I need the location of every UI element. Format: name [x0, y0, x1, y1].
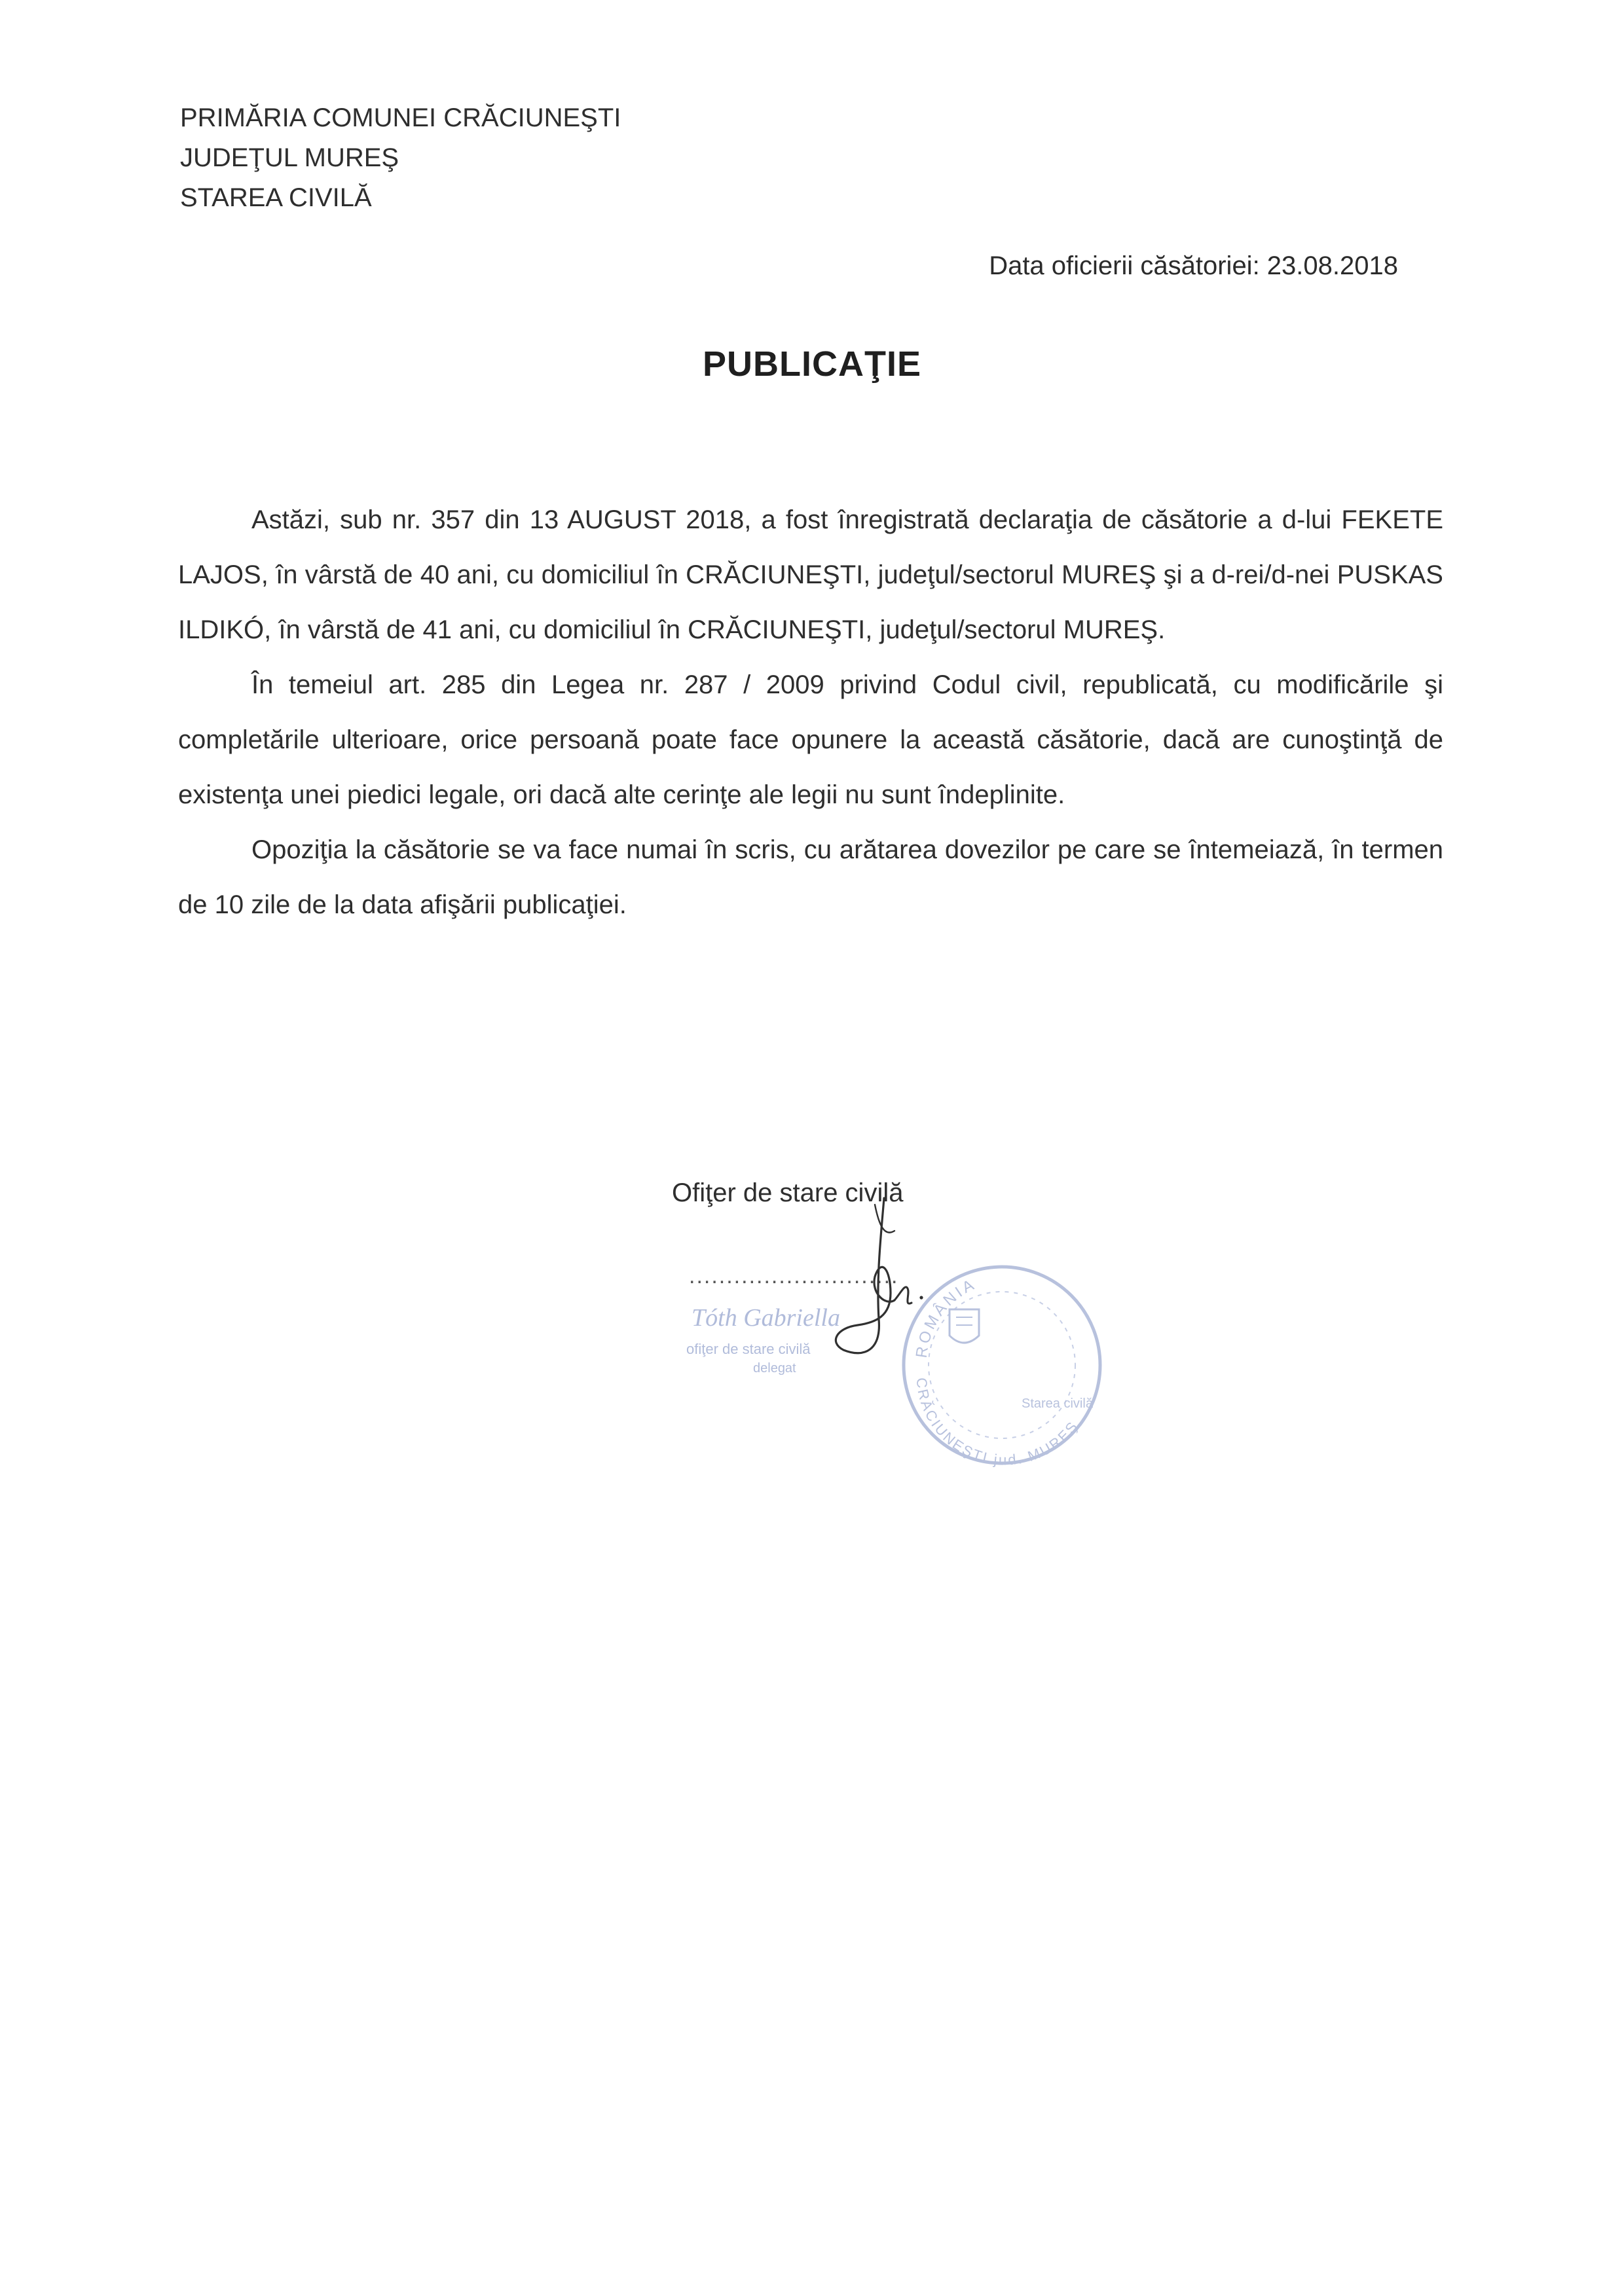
- signature-block: [668, 1178, 1126, 1493]
- signature-title: Ofiţer de stare civilă: [672, 1178, 904, 1207]
- document-body: [178, 492, 1443, 932]
- issuer-line-1: PRIMĂRIA COMUNEI CRĂCIUNEŞTI: [180, 103, 621, 132]
- stamp-and-signature: [668, 1178, 1126, 1493]
- marriage-date: Data oficierii căsătoriei: 23.08.2018: [989, 251, 1398, 280]
- stamp-role-2: delegat: [753, 1361, 796, 1376]
- official-seal-icon: [904, 1267, 1100, 1468]
- paragraph-opposition: Opoziţia la căsătorie se va face numai în scris, cu arătarea dovezilor pe care se întemeiază, în termen de 10 zile de la data afişării publicaţiei.: [178, 835, 1443, 919]
- seal-middle-text: Starea civilă: [1022, 1396, 1093, 1411]
- signature-line: ............................: [689, 1264, 899, 1288]
- paragraph-declaration: Astăzi, sub nr. 357 din 13 AUGUST 2018, a fost înregistrată declaraţia de căsătorie a d-lui FEKETE LAJOS, în vârstă de 40 ani, cu domiciliul în CRĂCIUNEŞTI, judeţul/sectorul MUREŞ şi a d-rei/d-nei PUSKAS ILDIKÓ, în vârstă de 41 ani, cu domiciliul în CRĂCIUNEŞTI, judeţul/sectorul MUREŞ.: [178, 505, 1443, 644]
- seal-top-text: ROMÂNIA: [912, 1275, 979, 1359]
- stamp-name: Tóth Gabriella: [692, 1304, 840, 1332]
- svg-text:CRĂCIUNEŞTI jud. MUREŞ: [913, 1377, 1082, 1468]
- seal-bottom-text: CRĂCIUNEŞTI jud. MUREŞ: [913, 1377, 1082, 1468]
- issuer-line-3: STAREA CIVILĂ: [180, 183, 372, 212]
- issuer-line-2: JUDEŢUL MUREŞ: [180, 143, 399, 172]
- issuer-header: [180, 98, 621, 218]
- stamp-role: ofiţer de stare civilă: [686, 1341, 811, 1357]
- document-title: PUBLICAŢIE: [703, 344, 921, 384]
- paragraph-legal-basis: În temeiul art. 285 din Legea nr. 287 / 2009 privind Codul civil, republicată, cu modificările şi completările ulterioare, orice persoană poate face opunere la această căsătorie, dacă are cunoştinţă de existenţa unei piedici legale, ori dacă alte cerinţe ale legii nu sunt îndeplinite.: [178, 670, 1443, 809]
- name-stamp: [686, 1304, 840, 1376]
